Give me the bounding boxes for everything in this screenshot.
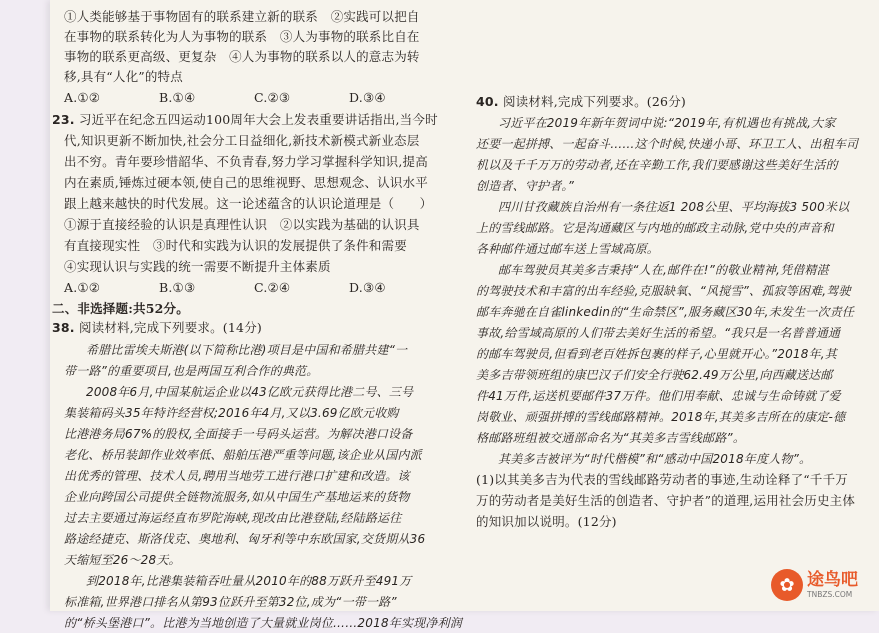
option-c: C.②③ [254,90,291,105]
q23-stem-line: 出不穷。青年要珍惜韶华、不负青春,努力学习掌握科学知识,提高 [64,154,428,169]
material-line: 事故,给雪域高原的人们带去美好生活的希望。“我只是一名普普通通 [476,326,841,340]
material-line: 企业向跨国公司提供全链物流服务,如从中国生产基地运来的货物 [64,490,410,504]
option-b: B.①③ [159,280,196,295]
material-line: 格邮路班组被交通部命名为“其美多吉雪线邮路”。 [476,431,746,445]
material-line: 路途经捷克、斯洛伐克、奥地利、匈牙利等中东欧国家,交货期从36 [64,532,426,546]
option-c: C.②④ [254,280,291,295]
material-line: 2008年6月,中国某航运企业以43亿欧元获得比港二号、三号 [86,385,414,399]
exam-page [50,0,879,630]
material-line: 比港港务局67%的股权,全面接手一号码头运营。为解决港口设备 [64,427,413,441]
question-number: 23. [52,112,75,127]
q23-statement-line: ①源于直接经验的认识是真理性认识 ②以实践为基础的认识具 [64,217,420,232]
material-line: 的邮车驾驶员,但看到老百姓拆包裹的样子,心里就开心。”2018年,其 [476,347,838,361]
material-line: 上的雪线邮路。它是沟通藏区与内地的邮政主动脉,党中央的声音和 [476,221,834,235]
material-line: 邮车奔驰在自雀linkedin的“生命禁区”,服务藏区30年,未发生一次责任 [476,305,855,319]
q22-statement-line: ①人类能够基于事物固有的联系建立新的联系 ②实践可以把自 [64,9,420,24]
option-b: B.①④ [159,90,196,105]
material-line: 习近平在2019年新年贺词中说:“2019年,有机遇也有挑战,大家 [498,116,836,130]
material-line: 天缩短至26～28天。 [64,553,181,567]
q38-instruction: 阅读材料,完成下列要求。(14分) [78,320,262,335]
material-line: 的“桥头堡港口”。比港为当地创造了大量就业岗位……2018年实现净利润 [64,616,462,630]
watermark-name: 途鸟吧 [807,569,858,590]
material-line: 件41万件,运送机要邮件37万件。他们用奉献、忠诚与生命铸就了爱 [476,389,841,403]
q22-statement-line: 在事物的联系转化为人为事物的联系 ③人为事物的联系比自在 [64,29,420,44]
question-line: 的知识加以说明。(12分) [476,514,617,529]
q22-options [64,88,444,108]
material-line: 岗敬业、顽强拼搏的雪线邮路精神。2018年,其美多吉所在的康定-德 [476,410,846,424]
material-line: 标准箱,世界港口排名从第93位跃升至第32位,成为“一带一路” [64,595,397,609]
q40-heading [476,92,686,112]
watermark-text [807,569,858,599]
bird-logo-icon: ✿ [771,569,803,601]
material-line: 其美多吉被评为“时代楷模”和“感动中国2018年度人物”。 [498,452,812,466]
material-line: 出优秀的管理、技术人员,聘用当地劳工进行港口扩建和改造。该 [64,469,410,483]
material-line: 各种邮件通过邮车送上雪域高原。 [476,242,660,256]
q23-stem-line: 习近平在纪念五四运动100周年大会上发表重要讲话指出,当今时 [78,112,438,127]
q22-statement-line: 移,具有“人化”的特点 [64,69,183,84]
option-d: D.③④ [349,280,386,295]
q22-statement-line: 事物的联系更高级、更复杂 ④人为事物的联系以人的意志为转 [64,49,420,64]
q23-stem-line: 跟上越来越快的时代发展。这一论述蕴含的认识论道理是（ ） [64,196,433,211]
q38-heading [52,318,262,338]
q23-stem-line: 代,知识更新不断加快,社会分工日益细化,新技术新模式新业态层 [64,133,420,148]
option-d: D.③④ [349,90,386,105]
material-line: 过去主要通过海运经直布罗陀海峡,现改由比港登陆,经陆路运往 [64,511,402,525]
material-line: 的驾驶技术和丰富的出车经验,克服缺氧、“风搅雪”、孤寂等困难,驾驶 [476,284,851,298]
material-line: 机以及千千万万的劳动者,还在辛勤工作,我们要感谢这些美好生活的 [476,158,838,172]
question-line: (1)以其美多吉为代表的雪线邮路劳动者的事迹,生动诠释了“千千万 [476,472,848,487]
material-line: 带一路”的重要项目,也是两国互利合作的典范。 [64,364,319,378]
option-a: A.①② [64,280,101,295]
q23-options [64,278,444,298]
question-number: 40. [476,94,499,109]
option-a: A.①② [64,90,101,105]
watermark-url: TNBZS.COM [807,589,853,599]
material-line: 美多吉带领班组的康巴汉子们安全行驶62.49万公里,向西藏送达邮 [476,368,833,382]
q23-statement-line: 有直接现实性 ③时代和实践为认识的发展提供了条件和需要 [64,238,407,253]
question-number: 38. [52,320,75,335]
material-line: 集装箱码头35年特许经营权;2016年4月,又以3.69亿欧元收购 [64,406,399,420]
q23-stem-line: 内在素质,锤炼过硬本领,使自己的思维视野、思想观念、认识水平 [64,175,428,190]
material-line: 老化、桥吊装卸作业效率低、船舶压港严重等问题,该企业从国内派 [64,448,422,462]
section-heading: 二、非选择题:共52分。 [52,301,189,316]
material-line: 希腊比雷埃夫斯港(以下简称比港)项目是中国和希腊共建“一 [86,343,408,357]
q23-first-line [52,110,438,130]
site-watermark [771,565,871,605]
material-line: 邮车驾驶员其美多吉秉持“人在,邮件在!”的敬业精神,凭借精湛 [498,263,829,277]
material-line: 创造者、守护者。” [476,179,575,193]
material-line: 还要一起拼搏、一起奋斗……这个时候,快递小哥、环卫工人、出租车司 [476,137,859,151]
q40-instruction: 阅读材料,完成下列要求。(26分) [502,94,686,109]
q23-statement-line: ④实现认识与实践的统一需要不断提升主体素质 [64,259,331,274]
material-line: 四川甘孜藏族自治州有一条往返1 208公里、平均海拔3 500米以 [498,200,850,214]
question-line: 万的劳动者是美好生活的创造者、守护者”的道理,运用社会历史主体 [476,493,856,508]
material-line: 到2018年,比港集装箱吞吐量从2010年的88万跃升至491万 [86,574,412,588]
